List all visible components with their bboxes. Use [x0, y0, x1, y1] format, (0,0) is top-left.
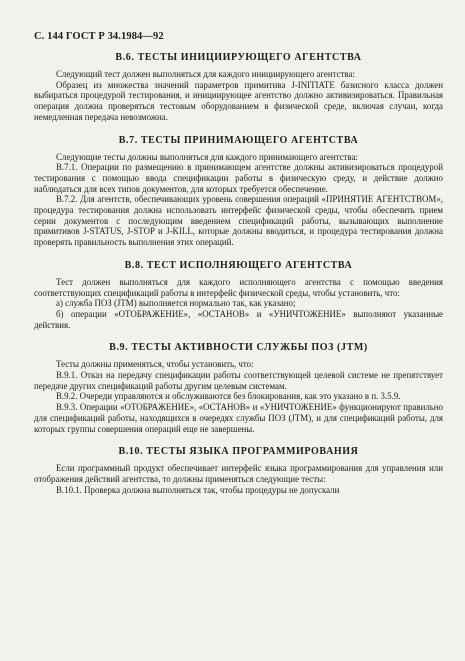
- paragraph: В.7.1. Операции по размещению в принимающем агентстве должны активизироваться процедурой тестирования с помощью ввода спецификации работы в физическую среду, и действие должно наблюдаться для всех типов документов, для которых требуется обеспечение.: [34, 162, 443, 194]
- list-item: а) служба ПОЗ (JTM) выполняется нормально так, как указано;: [56, 298, 296, 309]
- paragraph: Образец из множества значений параметров примитива J-INITIATE базисного класса должен выбираться процедурой тестирования, и инициирующее агентство должно активизироваться. Правильная операция должна проверяться тестовым оборудованием в физической среде, включая случаи, когда немедленная передача невозможна.: [34, 79, 443, 122]
- paragraph: Следующий тест должен выполняться для каждого инициирующего агентства:: [56, 69, 355, 79]
- section-heading-b9: В.9. ТЕСТЫ АКТИВНОСТИ СЛУЖБЫ ПОЗ (JTM): [109, 342, 368, 354]
- paragraph: Следующие тесты должны выполняться для каждого принимающего агентства:: [56, 151, 358, 162]
- paragraph: Если программный продукт обеспечивает интерфейс языка программирования для управления или отображения действий агентства, то должны применяться следующие тесты:: [34, 463, 443, 484]
- page-header: С. 144 ГОСТ Р 34.1984—92: [34, 31, 164, 42]
- paragraph: Тесты должны применяться, чтобы установить, что:: [56, 359, 254, 370]
- section-heading-b8: В.8. ТЕСТ ИСПОЛНЯЮЩЕГО АГЕНТСТВА: [124, 259, 353, 271]
- paragraph: Тест должен выполняться для каждого исполняющего агентства с помощью введения соответствующих спецификаций работы в интерфейс физической среды, чтобы установить, что:: [34, 276, 443, 298]
- paragraph: В.9.2. Очереди управляются и обслуживаются без блокирования, как это указано в п. 3.5.9.: [56, 391, 401, 402]
- paragraph: В.10.1. Проверка должна выполняться так, чтобы процедуры не допускали: [56, 484, 340, 495]
- paragraph: В.9.1. Отказ на передачу спецификации работы соответствующей целевой системе не препятствует передаче других спецификаций работы другим целевым системам.: [34, 370, 443, 391]
- section-heading-b10: В.10. ТЕСТЫ ЯЗЫКА ПРОГРАММИРОВАНИЯ: [118, 446, 359, 458]
- list-item: б) операции «ОТОБРАЖЕНИЕ», «ОСТАНОВ» и «УНИЧТОЖЕНИЕ» выполняют указанные действия.: [34, 308, 443, 330]
- section-heading-b6: В.6. ТЕСТЫ ИНИЦИИРУЮЩЕГО АГЕНТСТВА: [115, 52, 362, 63]
- section-heading-b7: В.7. ТЕСТЫ ПРИНИМАЮЩЕГО АГЕНТСТВА: [118, 134, 359, 146]
- paragraph: В.7.2. Для агентств, обеспечивающих уровень совершения операций «ПРИНЯТИЕ АГЕНТСТВОМ», процедура тестирования должна использовать интерфейс физической среды, чтобы обеспечить прием серии документов с последующим введением спецификаций работы, вызывающих выполнение примитивов J-STATUS, J-STOP и J-KILL, которые должны вводиться, и процедура тестирования должна проверять правильность выполнения этих операций.: [34, 194, 443, 248]
- paragraph: В.9.3. Операции «ОТОБРАЖЕНИЕ», «ОСТАНОВ» и «УНИЧТОЖЕНИЕ» функционируют правильно для спецификаций работы, находящихся в очередях службы ПОЗ (JTM), и для спецификаций работы, для которых группы совершения операций еще не завершены.: [34, 402, 443, 434]
